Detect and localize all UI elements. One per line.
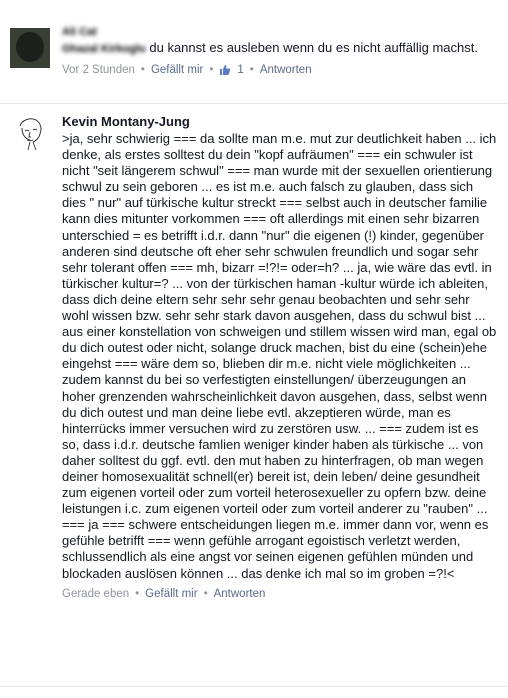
separator-dot: • [203,587,208,600]
author-name[interactable]: Kevin Montany-Jung [62,114,190,129]
reply-button[interactable]: Antworten [259,64,312,76]
like-button[interactable]: Gefällt mir [145,587,198,600]
bottom-divider [0,686,508,687]
author-name-secondary[interactable]: Ghazal Kirkoglu [62,43,146,55]
avatar-silhouette [16,32,44,62]
comment-body: >ja, sehr schwierig === da sollte man m.e. mut zur deutlichkeit haben ... ich denke, als erstes solltest du dein "kopf aufräumen" === ein schwuler ist nicht "seit längerem schwul" === man wurde mit der sexuellen orientierung schwul zu sein geboren ... es ist m.e. auch falsch zu glauben, dass sich dies " nur" auf türkische kultur streckt === selbst auch in deutscher familie kann dies mitunter vorkommen === oft allerdings mit einen sehr bizarren unterschied = es betrifft i.d.r. dann "nur" die eigenen (!) kinder, gegenüber anderen sind deutsche oft eher sehr schwulen freundlich und sogar sehr sehr tolerant offen === mh, bizarr =!?!= oder=h? ... ja, wie wäre das evtl. in türkischer kultur=? ... von der türkischen haman -kultur würde ich ableiten, dass dich deine eltern sehr sehr sehr genau beobachten und sehr sehr wohl wissen bzw. sehr sehr stark davon ausgehen, dass du schwul bist ... aus einer konstellation von schweigen und stillem wissen wird man, egal ob du dich outest oder nicht, solange druck machen, bist du eine (schein)ehe eingehst === wäre dem so, blieben dir m.e. nicht viele möglichkeiten ... zudem kannst du bei so verfestigten einstellungen/ überzeugungen an hoher grenzenden wahrscheinlichkeit davon ausgehen, dass, selbst wenn du dich outest und man deine liebe evtl. akzeptieren würde, man es hinterrücks immer versuchen wird zu zerstören usw. ... === zudem ist es so, dass i.d.r. deutsche famlien weniger kinder haben als türkische ... von daher solltest du ggf. evtl. den mut haben zu hinterfragen, ob man wegen deiner homosexualität schnell(er) bereit ist, dein leben/ deine gesundheit zum eigenen vorteil oder zum vorteil heterosexueller zu opfern bzw. deine leistungen i.c. zum eigenen vorteil oder zum vorteil anderer zu "rauben" ... === ja === schwere entscheidungen liegen m.e. immer dann vor, wenn es gefühle betrifft === wenn gefühle arrogant egoistisch verletzt werden, schlussendlich als eine angst vor seinen eigenen gefühlen münden und blockaden auslösen können ... das denke ich mal so im groben =?!< [62,131,497,581]
sketch-portrait-icon[interactable] [10,112,50,152]
comment-divider [0,103,508,104]
separator-dot: • [140,64,145,76]
comment-body: du kannst es ausleben wenn du es nicht auffällig machst. [149,40,478,55]
reply-button[interactable]: Antworten [213,587,266,600]
thumbs-up-icon [219,64,231,76]
avatar[interactable] [10,28,50,68]
author-name[interactable]: Ali Cat [62,26,97,38]
timestamp: Gerade eben [62,587,130,600]
comment-meta [62,586,498,602]
separator-dot: • [209,64,214,76]
like-count[interactable]: 1 [237,64,244,76]
like-button[interactable]: Gefällt mir [150,64,204,76]
comment-text [62,40,498,57]
comment-meta [62,62,498,78]
separator-dot: • [135,587,140,600]
separator-dot: • [249,64,254,76]
timestamp: Vor 2 Stunden [62,64,135,76]
